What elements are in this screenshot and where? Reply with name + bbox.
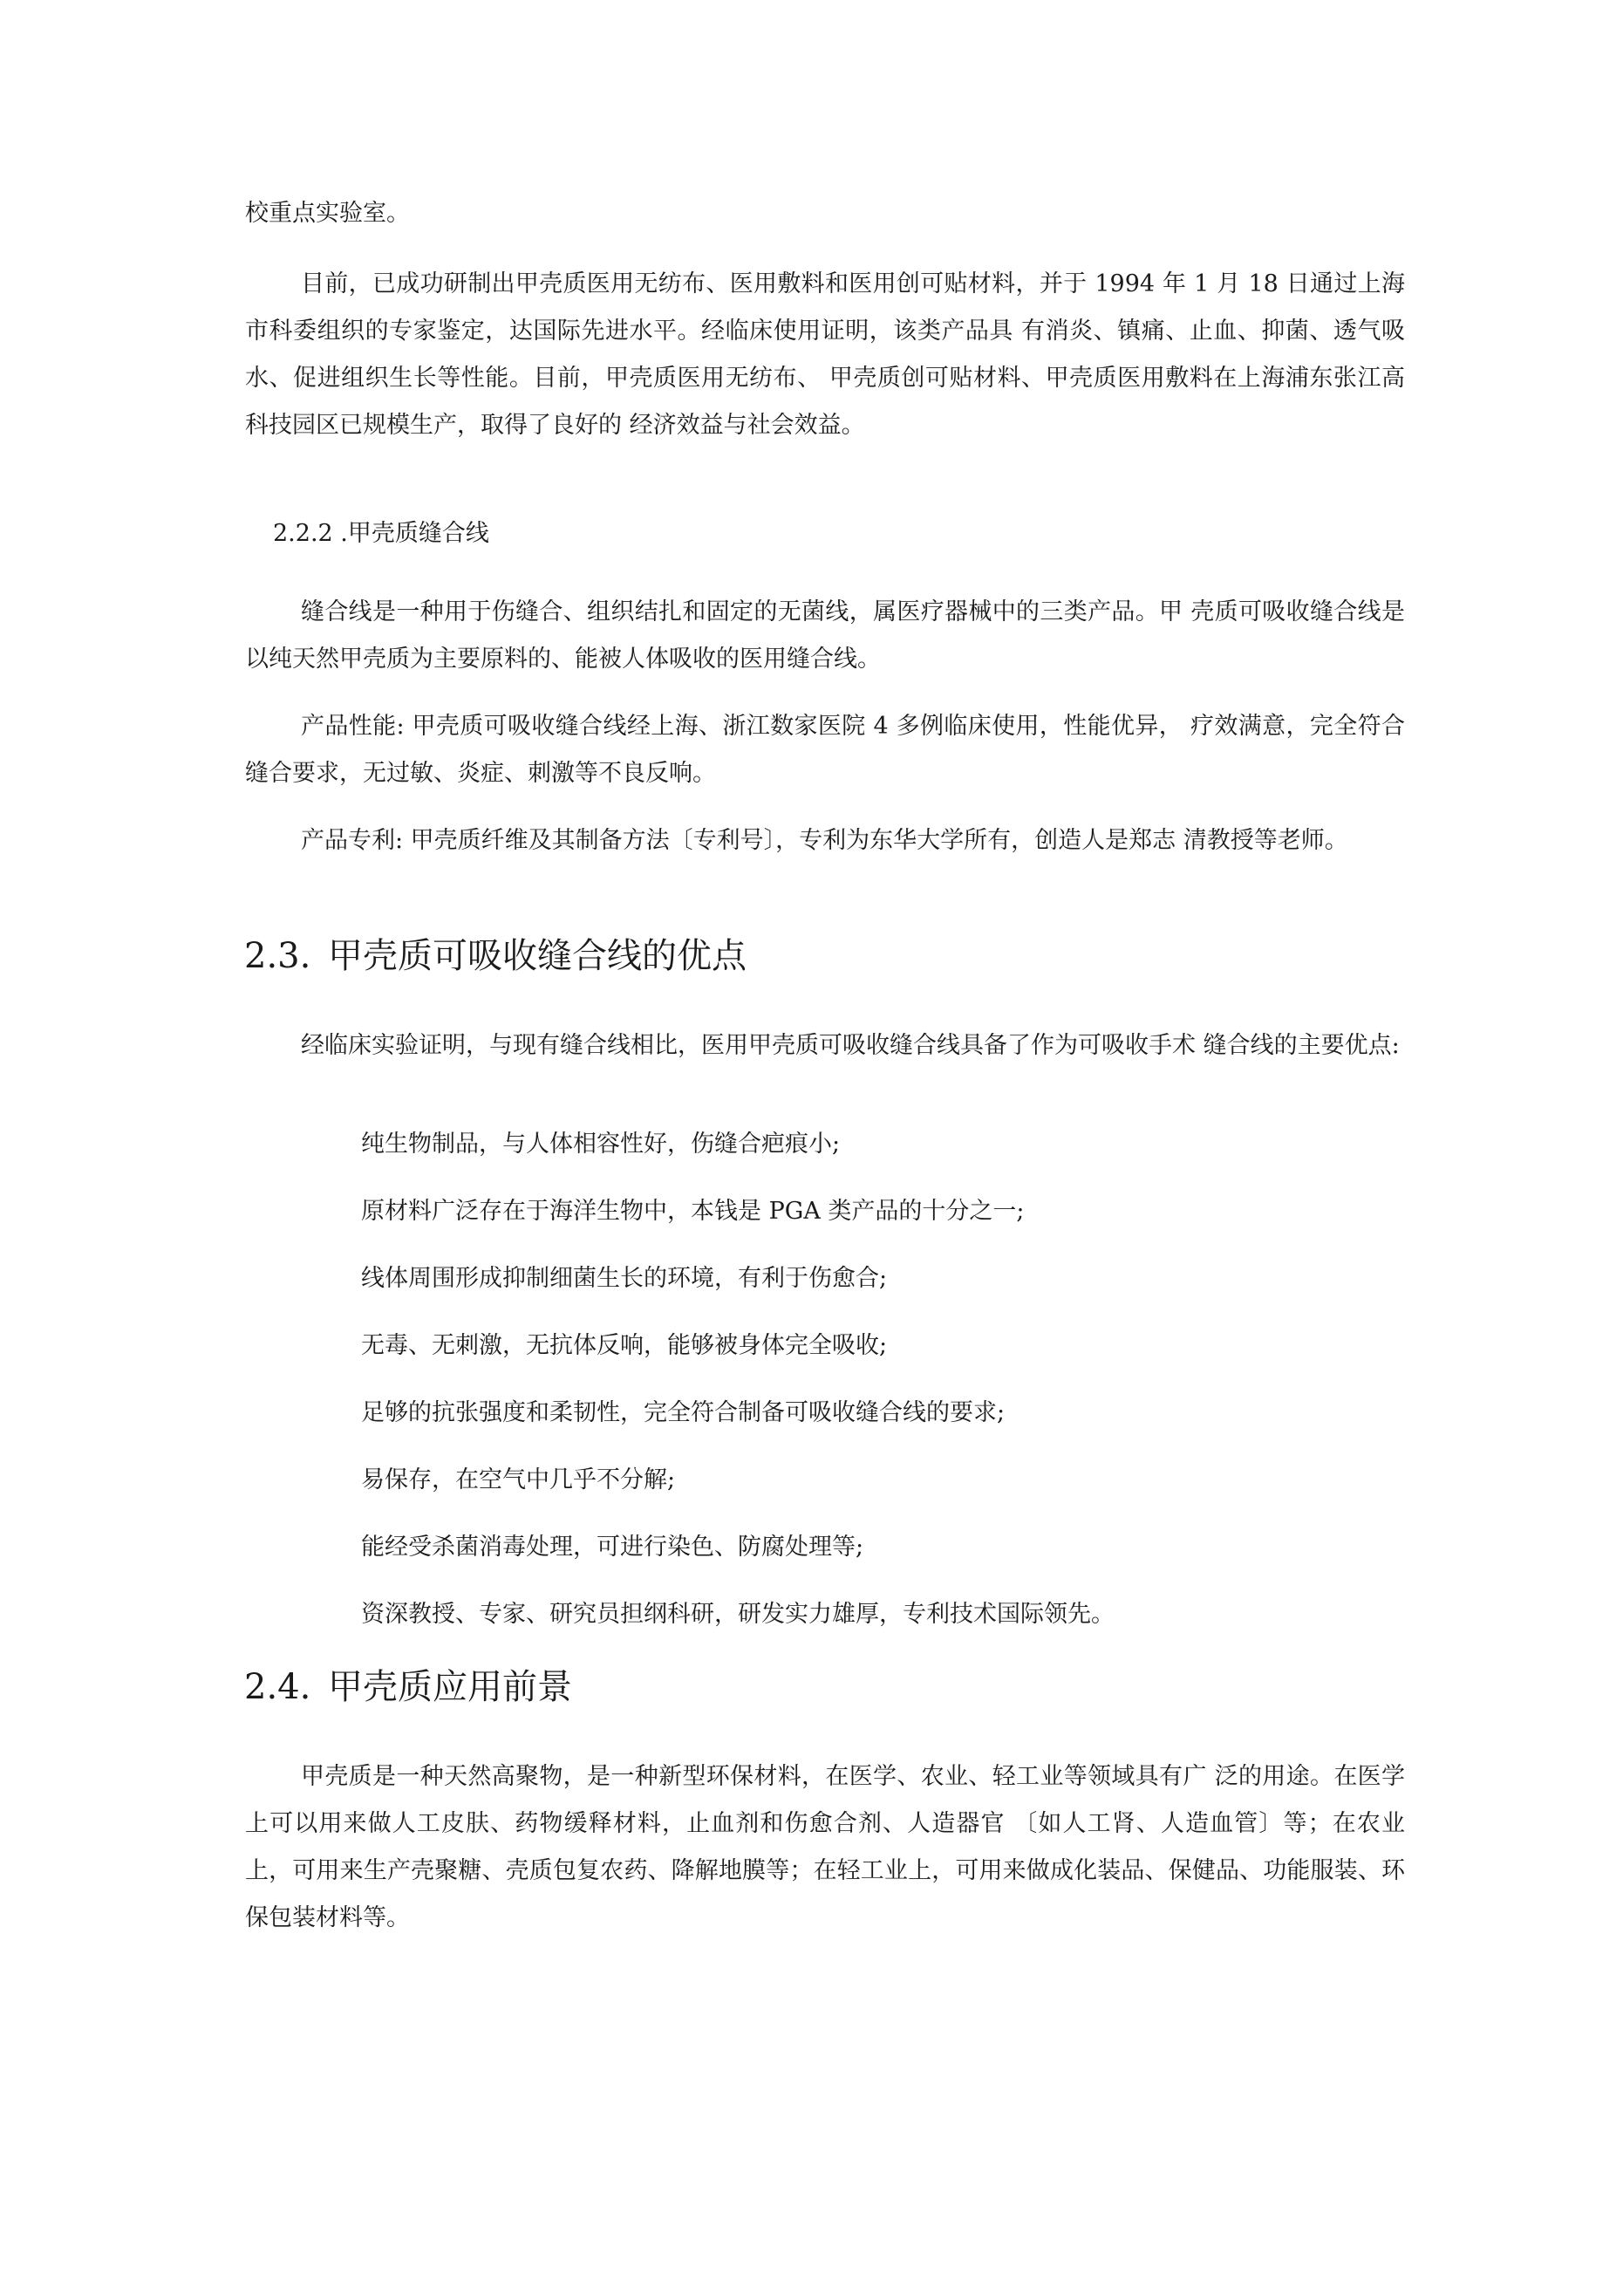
paragraph-product-performance: 产品性能: 甲壳质可吸收缝合线经上海、浙江数家医院 4 多例临床使用，性能优异， 疗效满意，完全符合缝合要求，无过敏、炎症、刺激等不良反响。 [245,713,1405,787]
paragraph-suture-definition: 缝合线是一种用于伤缝合、组织结扎和固定的无菌线，属医疗器械中的三类产品。甲 壳质可吸收缝合线是以纯天然甲壳质为主要原料的、能被人体吸收的医用缝合线。 [245,598,1405,673]
paragraph-advantages-intro: 经临床实验证明，与现有缝合线相比，医用甲壳质可吸收缝合线具备了作为可吸收手术 缝合线的主要优点: [301,1032,1400,1059]
section-number: 2.4. [244,1667,311,1707]
section-title: 甲壳质可吸收缝合线的优点 [328,936,747,976]
paragraph-continuation: 校重点实验室。 [245,200,410,227]
paragraph-application-prospects: 甲壳质是一种天然高聚物，是一种新型环保材料，在医学、农业、轻工业等领域具有广 泛的用途。在医学上可以用来做人工皮肤、药物缓释材料，止血剂和伤愈合剂、人造器官 〔如人工肾、人造血管〕等；在农业上，可用来生产壳聚糖、壳质包复农药、降解地膜等；在轻工业上，可用来做成化装品、保健品、功能服装、环保包装材料等。 [245,1763,1405,1931]
list-item: 资深教授、专家、研究员担纲科研，研发实力雄厚，专利技术国际领先。 [361,1601,1115,1628]
list-item: 原材料广泛存在于海洋生物中，本钱是 PGA 类产品的十分之一; [361,1198,1025,1225]
section-heading-2-3 [244,932,747,981]
list-item: 足够的抗张强度和柔韧性，完全符合制备可吸收缝合线的要求; [361,1399,1006,1426]
list-item: 无毒、无刺激，无抗体反响，能够被身体完全吸收; [361,1332,888,1359]
list-item: 线体周围形成抑制细菌生长的环境，有利于伤愈合; [361,1265,888,1292]
section-number: 2.3. [244,936,311,976]
subsection-heading-2-2-2: 2.2.2 .甲壳质缝合线 [273,520,489,547]
section-title: 甲壳质应用前景 [328,1667,572,1707]
paragraph-product-patent: 产品专利: 甲壳质纤维及其制备方法〔专利号〕，专利为东华大学所有，创造人是郑志 清教授等老师。 [301,827,1348,854]
list-item: 能经受杀菌消毒处理，可进行染色、防腐处理等; [361,1534,864,1561]
list-item: 易保存，在空气中几乎不分解; [361,1466,676,1493]
list-item: 纯生物制品，与人体相容性好，伤缝合疤痕小; [361,1131,841,1158]
section-heading-2-4 [244,1663,572,1712]
paragraph-current-products: 目前，已成功研制出甲壳质医用无纺布、医用敷料和医用创可贴材料，并于 1994 年 1 月 18 日通过上海市科委组织的专家鉴定，达国际先进水平。经临床使用证明，该类产品具 有消炎、镇痛、止血、抑菌、透气吸水、促进组织生长等性能。目前，甲壳质医用无纺布、 甲壳质创可贴材料、甲壳质医用敷料在上海浦东张江高科技园区已规模生产，取得了良好的 经济效益与社会效益。 [245,270,1405,439]
